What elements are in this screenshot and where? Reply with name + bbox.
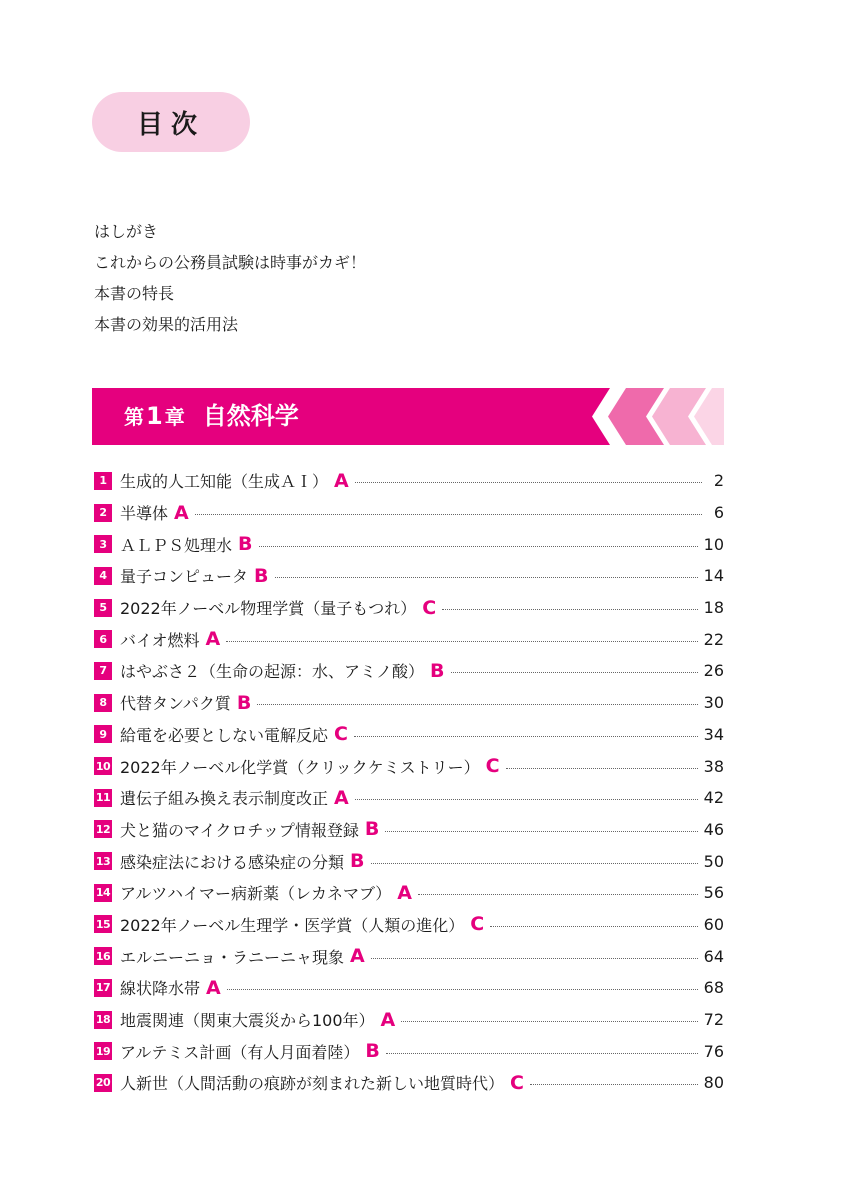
chapter-prefix: 第 [124,405,144,429]
toc-entry[interactable] [94,909,724,941]
toc-entry[interactable] [94,465,724,497]
toc-entry[interactable] [94,560,724,592]
toc-entry-number: 1 [94,472,112,490]
toc-entry[interactable] [94,1035,724,1067]
toc-entry-title: アルツハイマー病新薬（レカネマブ） [120,884,392,904]
chapter-number [124,402,185,430]
toc-entry-page: 6 [713,503,724,523]
toc-entry-leader [490,926,697,927]
toc-entry-page: 56 [703,883,724,903]
chapter-suffix: 章 [164,405,185,429]
toc-entry-page: 38 [703,756,724,776]
toc-entry-leader [275,577,698,578]
toc-entry-number: 2 [94,504,112,522]
toc-entry[interactable] [94,497,724,529]
toc-entry[interactable] [94,845,724,877]
toc-entry-number: 4 [94,567,112,585]
toc-entry-page: 80 [703,1073,724,1093]
toc-entry-title: 感染症法における感染症の分類 [120,852,345,872]
toc-entry[interactable] [94,655,724,687]
intro-list [94,216,366,340]
toc-entry-leader [442,609,697,610]
toc-entry-number: 17 [94,979,112,997]
toc-entry-number: 5 [94,599,112,617]
toc-entry-grade: B [365,1040,380,1063]
toc-entry[interactable] [94,1004,724,1036]
toc-entry-grade: B [364,818,380,841]
toc-entry-leader [259,546,698,547]
toc-entry-grade: C [510,1071,524,1094]
intro-item[interactable]: 本書の特長 [94,284,175,303]
toc-entry-page: 34 [703,724,724,744]
toc-entry[interactable] [94,972,724,1004]
toc-entry-title: 半導体 [120,504,169,524]
toc-entry-leader [354,736,698,737]
toc-entry-title: はやぶさ２（生命の起源：水、アミノ酸） [120,662,425,682]
intro-item[interactable]: これからの公務員試験は時事がカギ！ [94,253,367,272]
toc-entry[interactable] [94,750,724,782]
toc-entry-title: アルテミス計画（有人月面着陸） [120,1042,360,1062]
toc-entry-number: 10 [94,757,112,775]
toc-entry-grade: A [380,1008,396,1031]
toc-entry-number: 6 [94,630,112,648]
page-title: 目次 [92,92,250,152]
toc-entry-number: 18 [94,1011,112,1029]
toc-entry-page: 22 [703,629,724,649]
toc-entry-grade: A [397,881,412,904]
toc-entry-grade: C [422,596,437,619]
toc-entry-number: 19 [94,1042,112,1060]
toc-entry-title: 2022年ノーベル化学賞（クリックケミストリー） [120,757,480,777]
toc-entry-page: 18 [703,598,724,618]
chevron-decoration-icon [584,388,724,445]
toc-entry-page: 68 [703,978,724,998]
toc-entry[interactable] [94,687,724,719]
toc-entry-page: 64 [703,946,724,966]
toc-entry-title: 2022年ノーベル物理学賞（量子もつれ） [120,599,417,619]
chapter-header [92,388,724,445]
toc-entry-number: 7 [94,662,112,680]
toc-list [94,465,724,1099]
toc-entry-page: 10 [703,534,724,554]
toc-entry[interactable] [94,814,724,846]
toc-entry-leader [386,1053,698,1054]
toc-entry-title: バイオ燃料 [120,630,200,650]
toc-entry-grade: A [206,976,221,999]
toc-entry-number: 9 [94,725,112,743]
toc-entry-page: 46 [703,819,724,839]
toc-entry[interactable] [94,1067,724,1099]
toc-entry-number: 16 [94,947,112,965]
toc-entry-leader [371,958,698,959]
toc-entry-leader [226,641,697,642]
toc-entry[interactable] [94,877,724,909]
toc-entry-grade: A [334,786,349,809]
toc-entry-grade: A [334,469,349,492]
toc-entry-leader [355,799,698,800]
toc-entry-leader [257,704,697,705]
toc-entry-grade: B [254,564,269,587]
toc-entry-grade: A [205,628,221,651]
chapter-number-value: 1 [146,402,163,430]
intro-item[interactable]: はしがき [94,222,159,241]
toc-entry-title: 生成的人工知能（生成ＡＩ） [120,472,329,492]
toc-entry-grade: C [485,755,500,778]
toc-entry-page: 50 [703,851,724,871]
toc-entry[interactable] [94,719,724,751]
toc-entry-number: 13 [94,852,112,870]
toc-entry-page: 76 [703,1041,724,1061]
toc-entry-grade: B [236,691,252,714]
toc-entry-page: 60 [703,914,724,934]
toc-entry-title: ＡＬＰＳ処理水 [120,535,233,555]
toc-entry[interactable] [94,592,724,624]
toc-entry-grade: C [470,913,485,936]
toc-entry-title: エルニーニョ・ラニーニャ現象 [120,947,345,967]
toc-entry-title: 給電を必要としない電解反応 [120,725,329,745]
chapter-name: 自然科学 [202,402,299,430]
toc-entry-page: 72 [703,1010,724,1030]
toc-entry-leader [355,482,702,483]
toc-entry-number: 8 [94,694,112,712]
toc-entry-leader [418,894,698,895]
intro-item[interactable]: 本書の効果的活用法 [94,315,239,334]
chapter-title [124,388,299,445]
toc-entry[interactable] [94,528,724,560]
toc-entry-grade: A [350,945,365,968]
toc-entry-number: 14 [94,884,112,902]
toc-entry-page: 14 [703,566,724,586]
toc-entry-title: 人新世（人間活動の痕跡が刻まれた新しい地質時代） [120,1074,505,1094]
toc-entry-title: 線状降水帯 [120,979,201,999]
toc-entry[interactable] [94,940,724,972]
toc-entry[interactable] [94,623,724,655]
toc-entry-number: 15 [94,915,112,933]
toc-entry-leader [385,831,697,832]
toc-entry-number: 20 [94,1074,112,1092]
toc-entry-number: 12 [94,820,112,838]
toc-entry-title: 代替タンパク質 [120,694,231,714]
toc-entry-page: 42 [703,788,724,808]
toc-entry-grade: A [174,501,189,524]
toc-entry-grade: B [350,850,365,873]
toc-entry-title: 量子コンピュータ [120,567,249,587]
toc-entry-grade: B [238,533,253,556]
toc-entry-title: 犬と猫のマイクロチップ情報登録 [120,820,359,840]
toc-entry-grade: C [334,723,348,746]
toc-entry-leader [530,1084,698,1085]
toc-entry[interactable] [94,782,724,814]
toc-entry-title: 地震関連（関東大震災から100年） [120,1011,375,1031]
toc-entry-page: 2 [713,471,724,491]
toc-entry-leader [227,989,698,990]
toc-entry-leader [195,514,702,515]
toc-entry-leader [371,863,698,864]
toc-entry-leader [451,672,698,673]
toc-entry-page: 30 [703,693,724,713]
toc-entry-number: 11 [94,789,112,807]
toc-entry-leader [506,768,698,769]
toc-entry-title: 2022年ノーベル生理学・医学賞（人類の進化） [120,915,465,935]
toc-entry-page: 26 [703,661,724,681]
toc-entry-number: 3 [94,535,112,553]
toc-entry-leader [401,1021,697,1022]
toc-entry-title: 遺伝子組み換え表示制度改正 [120,789,329,809]
toc-entry-grade: B [430,659,445,682]
